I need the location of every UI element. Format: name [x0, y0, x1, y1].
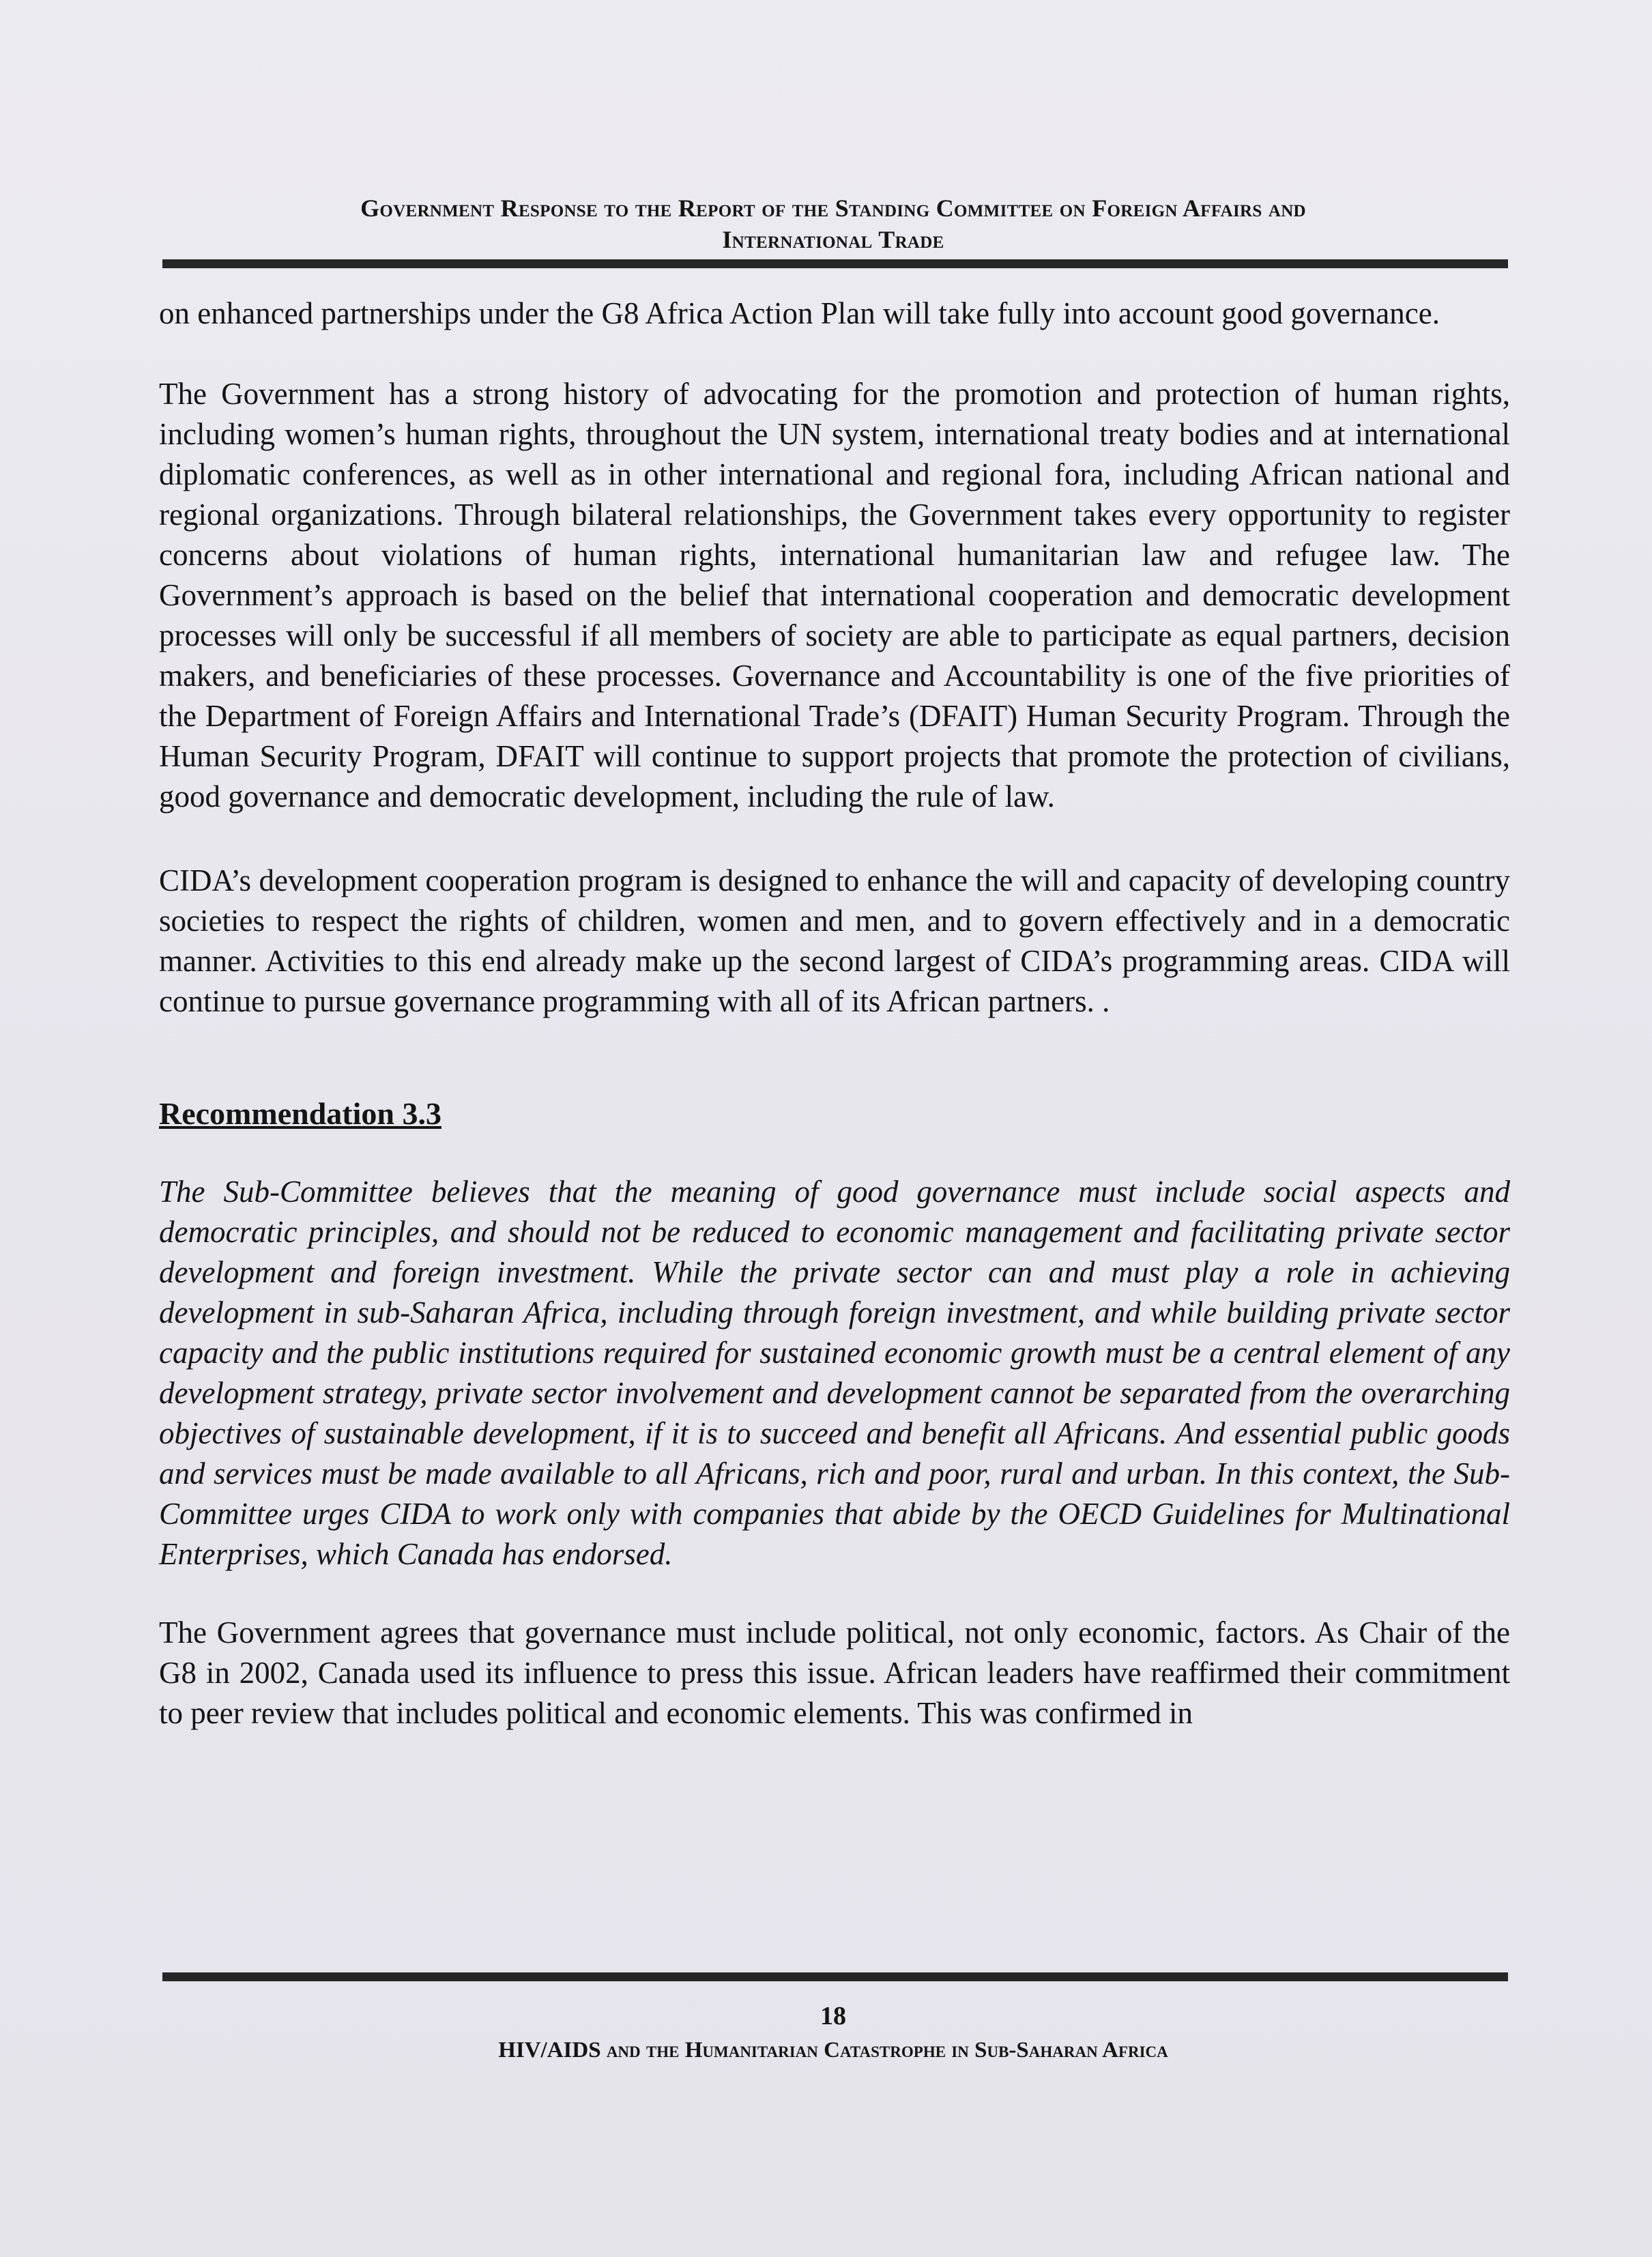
paragraph-1: on enhanced partnerships under the G8 Africa Action Plan will take fully into account good governance.	[159, 296, 1440, 330]
running-footer: HIV/AIDS and the Humanitarian Catastrophe in Sub-Saharan Africa	[498, 2038, 1168, 2062]
paragraph-2: The Government has a strong history of advocating for the promotion and protection of human rights, including women’s human rights, throughout the UN system, international treaty bodies and at international diplomatic conferences, as well as in other international and regional fora, including African national and regional organizations. Through bilateral relationships, the Government takes every opportunity to register concerns about violations of human rights, international humanitarian law and refugee law. The Government’s approach is based on the belief that international cooperation and democratic development processes will only be successful if all members of society are able to participate as equal partners, decision makers, and beneficiaries of these processes. Governance and Accountability is one of the five priorities of the Department of Foreign Affairs and International Trade’s (DFAIT) Human Security Program. Through the Human Security Program, DFAIT will continue to support projects that promote the protection of civilians, good governance and democratic development, including the rule of law.	[159, 377, 1510, 814]
running-header	[160, 192, 1507, 255]
recommendation-title: Recommendation 3.3	[159, 1096, 441, 1131]
government-response: The Government agrees that governance must include political, not only economic, factors. As Chair of the G8 in 2002, Canada used its influence to press this issue. African leaders have reaffirmed their commitment to peer review that includes political and economic elements. This was confirmed in	[159, 1615, 1510, 1730]
header-rule	[162, 259, 1508, 268]
body-text	[159, 293, 1510, 1734]
header-line-2: International Trade	[722, 226, 944, 253]
paragraph-3: CIDA’s development cooperation program is designed to enhance the will and capacity of developing country societies to respect the rights of children, women and men, and to govern effectively and in a democratic manner. Activities to this end already make up the second largest of CIDA’s programming areas. CIDA will continue to pursue governance programming with all of its African partners. .	[159, 863, 1510, 1018]
page-number: 18	[820, 2002, 846, 2030]
recommendation-text: The Sub-Committee believes that the meaning of good governance must include social aspects and democratic principles, and should not be reduced to economic management and facilitating private sector development and foreign investment. While the private sector can and must play a role in achieving development in sub-Saharan Africa, including through foreign investment, and while building private sector capacity and the public institutions required for sustained economic growth must be a central element of any development strategy, private sector involvement and development cannot be separated from the overarching objectives of sustainable development, if it is to succeed and benefit all Africans. And essential public goods and services must be made available to all Africans, rich and poor, rural and urban. In this context, the Sub-Committee urges CIDA to work only with companies that abide by the OECD Guidelines for Multinational Enterprises, which Canada has endorsed.	[159, 1175, 1510, 1571]
footer-rule	[162, 1972, 1508, 1981]
header-line-1: Government Response to the Report of the Standing Committee on Foreign Affairs and	[360, 195, 1306, 222]
